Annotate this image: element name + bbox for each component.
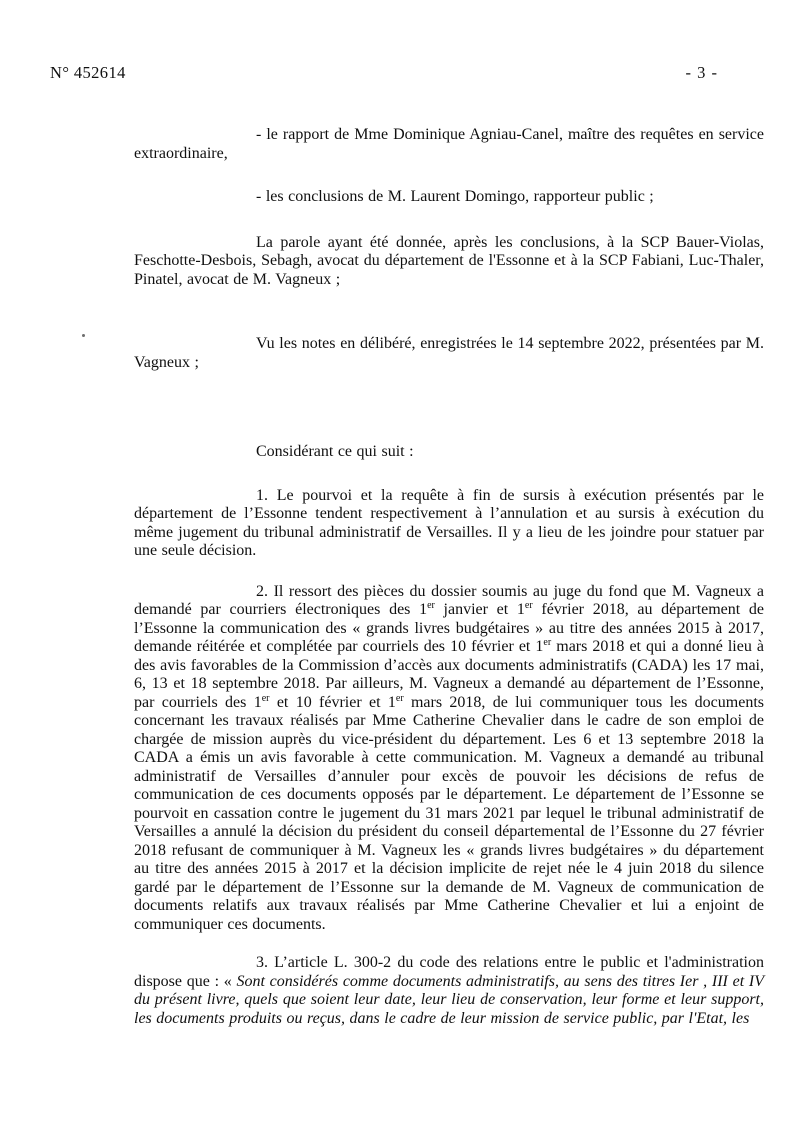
text-segment: mars 2018, de lui communiquer tous les documents concernant les travaux réalisés par Mme Catherine Chevalier dans le cadre de son emploi de chargée de mission auprès du vice-président du département. Les 6 et 13 septembre 2018 la CADA a émis un avis favorable à cette communication. M. Vagneux a demandé au tribunal administratif de Versailles d’annuler pour excès de pouvoir les décisions de refus de communication de ces documents opposés par le département. Le département de l’Essonne se pourvoit en cassation contre le jugement du 31 mars 2021 par lequel le tribunal administratif de Versailles a annulé la décision du président du conseil départemental de l’Essonne du 27 février 2018 refusant de communiquer à M. Vagneux les « grands livres budgétaires » du département au titre des années 2015 à 2017 et la décision implicite de rejet née le 4 juin 2018 du silence gardé par le département de l’Essonne sur la demande de M. Vagneux de communication de documents relatifs aux travaux réalisés par Mme Catherine Chevalier et lui a enjoint de communiquer ces documents. [134, 693, 764, 933]
page-header [0, 63, 810, 83]
para-parole [134, 234, 764, 290]
text-segment: Considérant ce qui suit : [256, 443, 414, 460]
para-rapport [134, 126, 764, 163]
para-considerant [134, 443, 764, 462]
ordinal-superscript: er [543, 637, 552, 648]
text-segment: Vu les notes en délibéré, enregistrées le 14 septembre 2022, présentées par M. Vagneux ; [134, 335, 764, 371]
para-point-1 [134, 487, 764, 561]
document-body [134, 126, 764, 1028]
text-segment: - les conclusions de M. Laurent Domingo, rapporteur public ; [256, 188, 654, 205]
text-segment: 2. Il ressort des pièces du dossier soumis au juge du fond que M. Vagneux a demandé par courriers électroniques des 1 [134, 582, 764, 618]
text-segment: janvier et 1 [434, 601, 525, 618]
ordinal-superscript: er [395, 692, 404, 704]
text-segment: février 2018, au département de l’Essonne la communication des « grands livres budgétaires » au titre des années 2015 à 2017, demande réitérée et complétée par courriels des 10 février et 1 [134, 601, 765, 655]
text-segment: 1. Le pourvoi et la requête à fin de sursis à exécution présentés par le département de l’Essonne tendent respectivement à l’annulation et au sursis à exécution du même jugement du tribunal administratif de Versailles. Il y a lieu de les joindre pour statuer par une seule décision. [134, 486, 764, 559]
page-number: - 3 - [685, 63, 718, 82]
para-conclusions [134, 188, 764, 207]
para-point-3 [134, 954, 764, 1028]
quoted-statute-text: Sont considérés comme documents administratifs, au sens des titres Ier , III et IV du présent livre, quels que soient leur date, leur lieu de conservation, leur forme et leur support, les documents produits ou reçus, dans le cadre de leur mission de service public, par l'Etat, les [134, 972, 764, 1027]
text-segment: La parole ayant été donnée, après les conclusions, à la SCP Bauer-Violas, Feschotte-Desbois, Sebagh, avocat du département de l'Essonne et à la SCP Fabiani, Luc-Thaler, Pinatel, avocat de M. Vagneux ; [134, 233, 764, 288]
case-number: N° 452614 [50, 63, 126, 82]
text-segment: et 10 février et 1 [269, 693, 396, 711]
ordinal-superscript: er [524, 600, 533, 611]
scan-artifact-dot [82, 334, 85, 337]
ordinal-superscript: er [261, 692, 270, 704]
para-point-2 [134, 583, 764, 935]
ordinal-superscript: er [427, 600, 435, 611]
para-notes-delibere [134, 335, 764, 372]
text-segment: - le rapport de Mme Dominique Agniau-Canel, maître des requêtes en service extraordinaire, [134, 126, 764, 162]
text-segment: 3. L’article L. 300-2 du code des relations entre le public et l'administration dispose que : « [134, 954, 764, 990]
text-segment: mars 2018 et qui a donné lieu à des avis favorables de la Commission d’accès aux documents administratifs (CADA) les 17 mai, 6, 13 et 18 septembre 2018. Par ailleurs, M. Vagneux a demandé au département de l’Essonne, par courriels des 1 [134, 638, 765, 711]
